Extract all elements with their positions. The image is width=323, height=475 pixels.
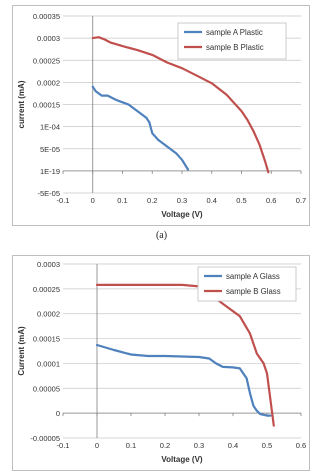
b-x-tick-label: 0.4 (227, 441, 239, 450)
b-data-point (209, 358, 210, 359)
b-x-axis-title: Voltage (V) (161, 455, 203, 464)
chart-panel-b (12, 255, 310, 471)
a-data-point (122, 102, 123, 103)
b-data-point (181, 284, 182, 285)
b-y-tick-label: 0 (55, 409, 60, 419)
b-data-point (103, 346, 104, 347)
b-data-point (256, 410, 257, 411)
a-data-point (110, 42, 111, 43)
a-x-axis-title: Voltage (V) (161, 210, 203, 219)
b-data-point (273, 425, 274, 426)
b-data-point (239, 316, 240, 317)
a-y-tick-label: 0.00025 (32, 56, 60, 66)
b-data-point (256, 353, 257, 354)
caption-a: (a) (155, 230, 168, 241)
b-data-point (263, 363, 264, 364)
b-data-point (249, 333, 250, 334)
b-y-tick-label: 0.0002 (37, 309, 60, 319)
b-data-point (266, 415, 267, 416)
a-data-point (101, 95, 102, 96)
b-y-axis-title: Current (mA) (17, 326, 26, 376)
a-data-point (146, 117, 147, 118)
a-x-tick-label: 0.3 (176, 196, 188, 205)
b-y-tick-label: 0.00015 (32, 334, 60, 344)
a-x-tick-label: 0.2 (147, 196, 158, 205)
a-data-point (241, 111, 242, 112)
b-data-point (113, 284, 114, 285)
a-data-point (149, 122, 150, 123)
b-data-point (270, 415, 271, 416)
a-x-tick-label: 0.4 (206, 196, 217, 205)
a-data-point (128, 104, 129, 105)
b-y-tick-label: 0.00005 (32, 384, 60, 394)
a-data-point (104, 39, 105, 40)
a-data-point (226, 94, 227, 95)
b-data-point (164, 355, 165, 356)
b-legend-label-0: sample A Glass (226, 272, 280, 281)
b-data-point (113, 349, 114, 350)
a-data-point (137, 111, 138, 112)
b-y-tick-label: 0.0003 (37, 260, 60, 269)
b-series-line-1 (97, 285, 274, 426)
a-data-point (175, 153, 176, 154)
b-data-point (249, 393, 250, 394)
a-y-tick-label: 0.00035 (32, 12, 60, 21)
b-data-point (96, 284, 97, 285)
a-data-point (116, 99, 117, 100)
b-data-point (260, 414, 261, 415)
a-series-line-0 (93, 87, 188, 170)
b-y-tick-label: 0.0001 (37, 359, 60, 369)
b-x-tick-label: 0.1 (125, 441, 137, 450)
a-data-point (92, 86, 93, 87)
b-legend-label-1: sample B Glass (226, 287, 281, 296)
a-y-tick-label: 0.00015 (32, 100, 60, 110)
a-data-point (92, 38, 93, 39)
a-data-point (211, 83, 212, 84)
a-x-tick-label: 0.1 (117, 196, 128, 205)
b-y-tick-label: 0.00025 (32, 284, 60, 294)
a-x-tick-label: -0.1 (56, 196, 70, 205)
b-data-point (130, 354, 131, 355)
b-x-tick-label: 0.3 (193, 441, 205, 450)
a-data-point (158, 139, 159, 140)
b-data-point (226, 306, 227, 307)
b-data-point (232, 367, 233, 368)
a-data-point (137, 49, 138, 50)
a-x-tick-label: 0.7 (295, 196, 307, 205)
b-data-point (239, 368, 240, 369)
a-data-point (253, 130, 254, 131)
b-data-point (253, 405, 254, 406)
a-data-point (268, 172, 269, 173)
a-data-point (196, 75, 197, 76)
a-data-point (95, 91, 96, 92)
b-data-point (266, 373, 267, 374)
chart-panel-a (12, 5, 310, 226)
a-x-tick-label: 0.5 (236, 196, 247, 205)
b-x-tick-label: 0.2 (159, 441, 171, 450)
chart-a (13, 6, 309, 225)
a-y-tick-label: 1E-04 (39, 122, 60, 132)
b-data-point (147, 284, 148, 285)
a-legend-label-0: sample A Plastic (206, 28, 263, 37)
a-data-point (181, 159, 182, 160)
b-data-point (181, 356, 182, 357)
a-y-tick-label: 0.0002 (37, 78, 60, 88)
a-y-tick-label: 1E-19 (39, 166, 60, 176)
a-data-point (98, 37, 99, 38)
a-data-point (167, 146, 168, 147)
b-data-point (147, 355, 148, 356)
b-data-point (246, 378, 247, 379)
a-data-point (247, 119, 248, 120)
a-y-tick-label: 5E-05 (39, 144, 60, 154)
a-data-point (122, 45, 123, 46)
a-data-point (167, 62, 168, 63)
b-data-point (198, 356, 199, 357)
a-x-tick-label: 0 (90, 196, 95, 205)
b-data-point (164, 284, 165, 285)
b-data-point (215, 363, 216, 364)
b-x-tick-label: 0.5 (261, 441, 273, 450)
a-x-tick-label: 0.6 (266, 196, 277, 205)
a-data-point (187, 169, 188, 170)
b-x-tick-label: 0 (94, 441, 100, 450)
b-y-tick-label: -0.00005 (30, 434, 60, 443)
a-legend-label-1: sample B Plastic (206, 43, 264, 52)
a-data-point (152, 133, 153, 134)
b-data-point (130, 284, 131, 285)
b-series-line-0 (97, 345, 270, 416)
b-x-tick-label: -0.1 (56, 441, 70, 450)
a-data-point (152, 54, 153, 55)
a-data-point (265, 161, 266, 162)
chart-b (13, 256, 309, 470)
b-x-tick-label: 0.6 (295, 441, 307, 450)
b-data-point (96, 344, 97, 345)
a-y-tick-label: 0.0003 (37, 34, 60, 44)
a-data-point (259, 144, 260, 145)
a-data-point (107, 95, 108, 96)
a-data-point (181, 68, 182, 69)
b-data-point (222, 366, 223, 367)
a-y-axis-title: current (mA) (17, 80, 26, 129)
a-y-tick-label: -5E-05 (37, 189, 60, 198)
